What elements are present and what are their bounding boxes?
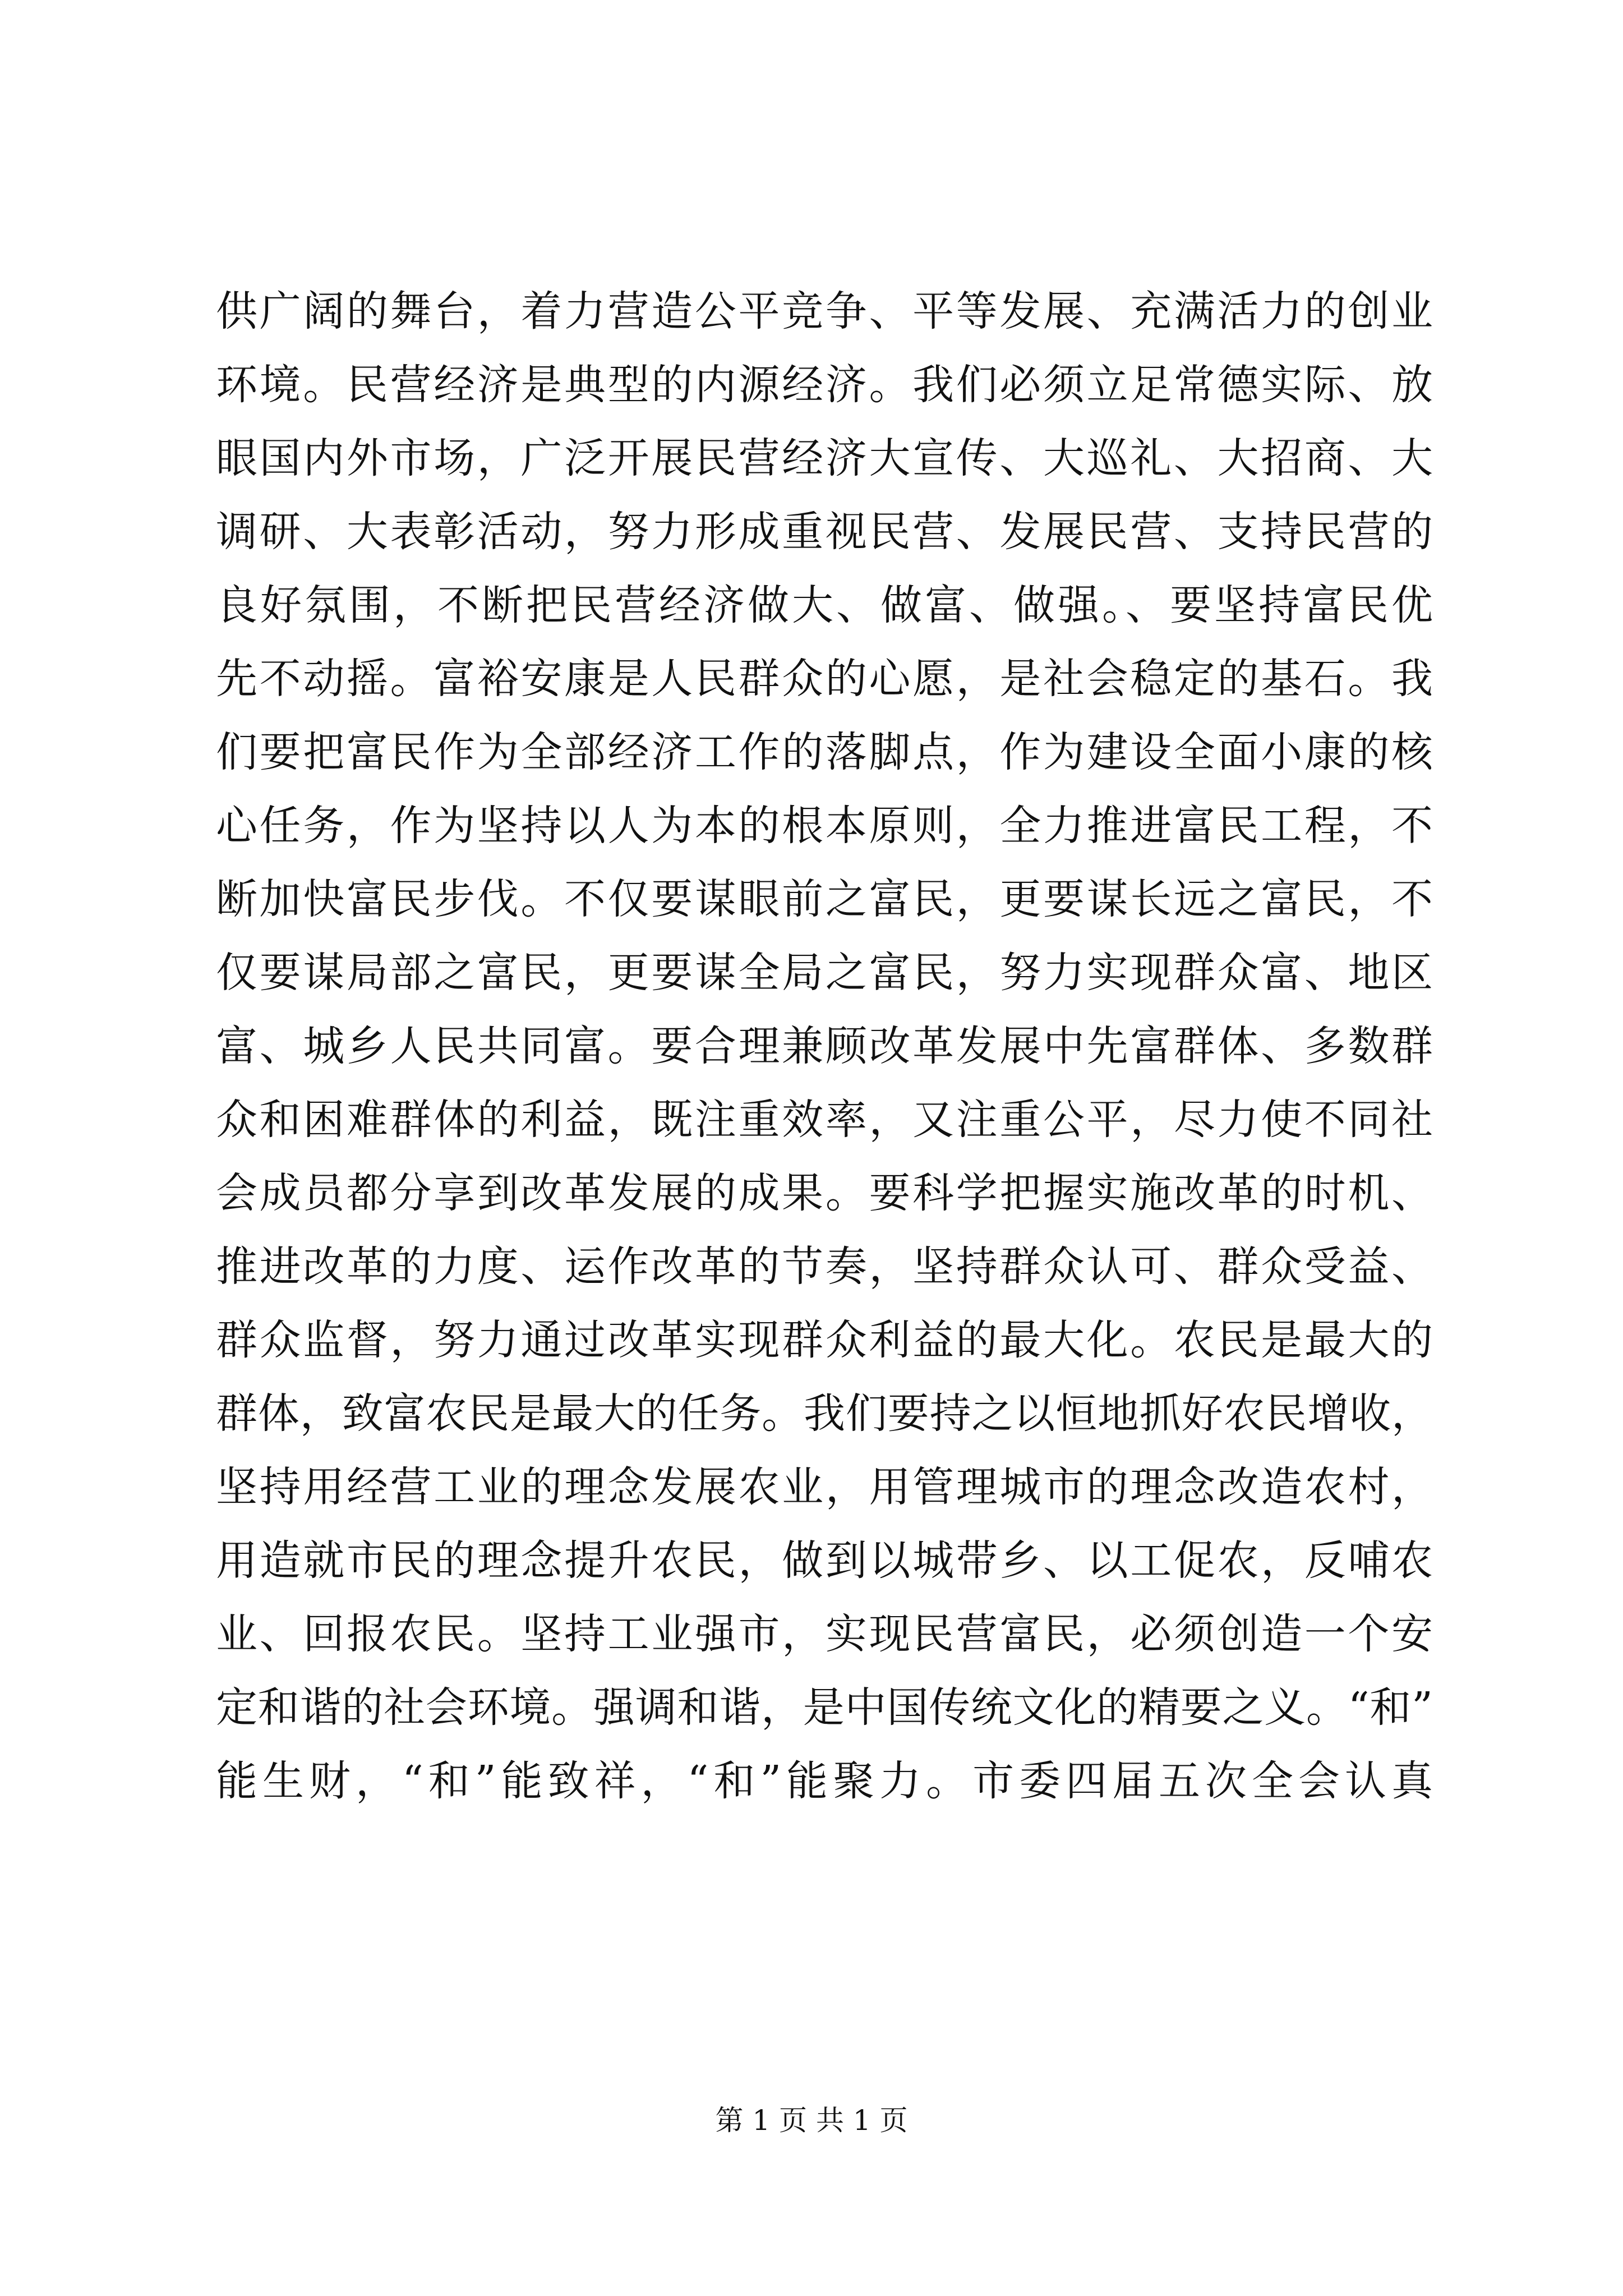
text-line: 断加快富民步伐。不仅要谋眼前之富民，更要谋长远之富民，不	[216, 875, 1433, 923]
text-line: 心任务，作为坚持以人为本的根本原则，全力推进富民工程，不	[216, 802, 1433, 850]
page-footer	[0, 2101, 1623, 2140]
text-line: 群众监督，努力通过改革实现群众利益的最大化。农民是最大的	[216, 1316, 1433, 1364]
text-line: 定和谐的社会环境。强调和谐，是中国传统文化的精要之义。“和”	[216, 1683, 1433, 1732]
text-line: 调研、大表彰活动，努力形成重视民营、发展民营、支持民营的	[216, 508, 1433, 556]
text-line: 群体，致富农民是最大的任务。我们要持之以恒地抓好农民增收，	[216, 1389, 1433, 1438]
text-line: 会成员都分享到改革发展的成果。要科学把握实施改革的时机、	[216, 1169, 1433, 1217]
text-line: 推进改革的力度、运作改革的节奏，坚持群众认可、群众受益、	[216, 1243, 1433, 1291]
text-line: 们要把富民作为全部经济工作的落脚点，作为建设全面小康的核	[216, 728, 1433, 776]
text-line: 先不动摇。富裕安康是人民群众的心愿，是社会稳定的基石。我	[216, 655, 1433, 703]
text-line: 良好氛围，不断把民营经济做大、做富、做强。、要坚持富民优	[216, 581, 1433, 629]
text-line: 眼国内外市场，广泛开展民营经济大宣传、大巡礼、大招商、大	[216, 434, 1433, 482]
text-line: 用造就市民的理念提升农民，做到以城带乡、以工促农，反哺农	[216, 1536, 1433, 1585]
text-line: 业、回报农民。坚持工业强市，实现民营富民，必须创造一个安	[216, 1610, 1433, 1658]
text-line: 环境。民营经济是典型的内源经济。我们必须立足常德实际、放	[216, 361, 1433, 409]
text-line: 坚持用经营工业的理念发展农业，用管理城市的理念改造农村，	[216, 1463, 1433, 1511]
text-line: 供广阔的舞台，着力营造公平竞争、平等发展、充满活力的创业	[216, 287, 1433, 335]
text-line: 仅要谋局部之富民，更要谋全局之富民，努力实现群众富、地区	[216, 949, 1433, 997]
text-line: 富、城乡人民共同富。要合理兼顾改革发展中先富群体、多数群	[216, 1022, 1433, 1070]
page-number: 第 1 页 共 1 页	[715, 2104, 908, 2137]
text-line: 众和困难群体的利益，既注重效率，又注重公平，尽力使不同社	[216, 1096, 1433, 1144]
text-line: 能生财，“和”能致祥，“和”能聚力。市委四届五次全会认真	[216, 1757, 1433, 1805]
body-text	[216, 275, 1433, 1818]
